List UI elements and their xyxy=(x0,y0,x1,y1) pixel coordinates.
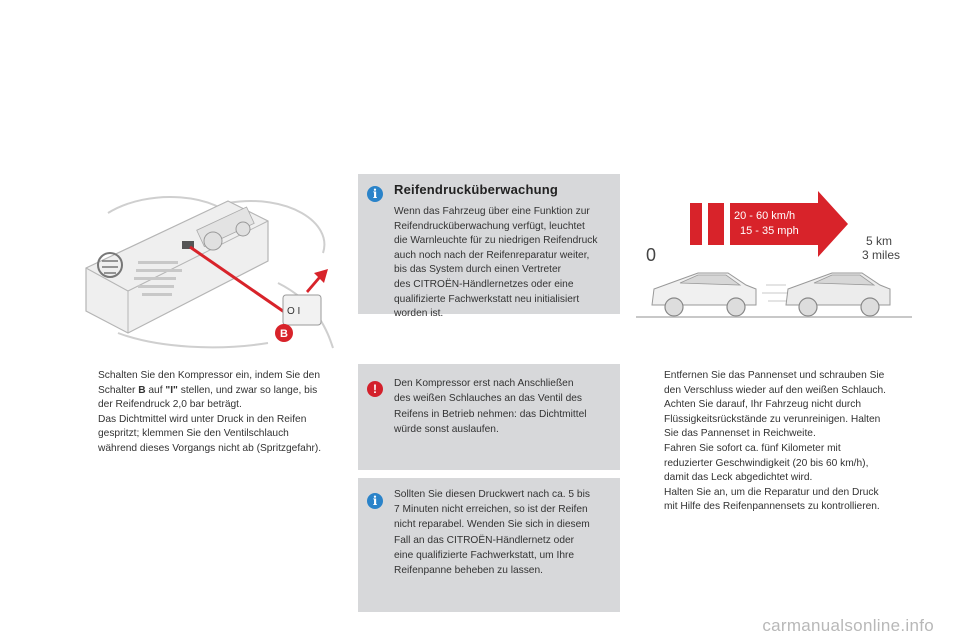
step-text: stellen, und zwar so lange, bis xyxy=(177,384,318,396)
list-item xyxy=(76,369,346,457)
step-line xyxy=(98,384,346,399)
step-text: auf xyxy=(145,384,166,396)
left-instruction xyxy=(76,369,346,457)
speed-mph: 15 - 35 mph xyxy=(740,225,799,237)
info-line: des CITROËN-Händlernetzes oder eine xyxy=(394,278,574,290)
car-icon xyxy=(652,273,756,316)
step-line: damit das Leck abgedichtet wird. xyxy=(664,472,813,484)
step-line: Sie das Pannenset in Reichweite. xyxy=(664,428,816,440)
distance-km: 5 km xyxy=(866,234,893,248)
step-line: Das Dichtmittel wird unter Druck in den Reifen xyxy=(98,413,307,425)
step-line: Achten Sie darauf, Ihr Fahrzeug nicht durch xyxy=(664,399,862,411)
start-zero: 0 xyxy=(646,245,657,265)
right-instructions xyxy=(642,369,922,515)
speed-kmh: 20 - 60 km/h xyxy=(734,210,796,222)
info-line: bis das System durch einen Vertreter xyxy=(394,264,562,276)
step-line: der Reifendruck 2,0 bar beträgt. xyxy=(98,399,242,411)
step-text: Schalter xyxy=(98,384,139,396)
car-icon xyxy=(786,273,890,316)
switch-b-ref: B xyxy=(138,384,146,396)
warning-icon: ! xyxy=(367,381,383,397)
note-line: nicht reparabel. Wenden Sie sich in diesem xyxy=(394,519,590,531)
list-item xyxy=(642,369,922,442)
note-box xyxy=(358,478,620,612)
label-b: B xyxy=(280,328,288,340)
step-line: Flüssigkeitsrückstände zu verunreinigen. Halten xyxy=(664,413,881,425)
warning-box-text xyxy=(394,376,616,438)
step-line: reduzierter Geschwindigkeit (20 bis 60 km/h), xyxy=(664,457,869,469)
warning-line: Den Kompressor erst nach Anschließen xyxy=(394,378,574,389)
list-item xyxy=(642,486,922,515)
info-line: auch noch nach der Reifenreparatur weiter, xyxy=(394,249,590,261)
info-line: worden ist. xyxy=(394,308,444,320)
step-line: gespritzt; klemmen Sie den Ventilschlauch xyxy=(98,428,289,440)
info-icon: i xyxy=(367,493,383,509)
note-line: Sollten Sie diesen Druckwert nach ca. 5 bis xyxy=(394,489,590,500)
info-line: qualifizierte Fachwerkstatt neu initialisiert xyxy=(394,293,580,305)
step-line: mit Hilfe des Reifenpannensets zu kontrollieren. xyxy=(664,501,880,513)
note-line: 7 Minuten nicht erreichen, so ist der Reifen xyxy=(394,504,588,516)
info-line: Reifendrucküberwachung verfügt, leuchtet xyxy=(394,220,585,232)
info-box-title: Reifendrucküberwachung xyxy=(394,182,559,197)
info-line: Wenn das Fahrzeug über eine Funktion zur xyxy=(394,206,590,217)
note-box-text xyxy=(394,487,616,578)
step-line: während dieses Vorgangs nicht ab (Spritzgefahr). xyxy=(98,442,322,454)
warning-box xyxy=(358,364,620,470)
note-line: Reifenpanne beheben zu lassen. xyxy=(394,565,543,577)
compressor-illustration xyxy=(78,183,338,353)
info-box-tpms xyxy=(358,174,620,320)
step-line: den Verschluss wieder auf den weißen Schlauch. xyxy=(664,384,886,396)
step-line: Schalten Sie den Kompressor ein, indem Sie den xyxy=(98,370,320,381)
driving-illustration xyxy=(636,185,912,325)
info-icon: i xyxy=(367,186,383,202)
switch-i-ref: "I" xyxy=(165,384,178,396)
left-step-list xyxy=(76,369,346,457)
step-line: Halten Sie an, um die Reparatur und den Druck xyxy=(664,486,879,498)
right-step-list xyxy=(642,369,922,515)
watermark: carmanualsonline.info xyxy=(762,616,934,635)
warning-line: Reifens in Betrieb nehmen: das Dichtmittel xyxy=(394,408,587,420)
switch-label: O I xyxy=(287,306,301,317)
distance-miles: 3 miles xyxy=(862,248,901,262)
note-line: eine qualifizierte Fachwerkstatt, um Ihre xyxy=(394,549,575,561)
warning-line: würde sonst auslaufen. xyxy=(394,424,499,436)
info-box-text xyxy=(394,205,616,322)
list-item xyxy=(642,442,922,486)
step-line: Fahren Sie sofort ca. fünf Kilometer mit xyxy=(664,442,841,454)
step-line: Entfernen Sie das Pannenset und schrauben Sie xyxy=(664,370,885,381)
note-line: Fall an das CITROËN-Händlernetz oder xyxy=(394,534,575,546)
info-line: die Warnleuchte für zu niedrigen Reifendruck xyxy=(394,235,598,247)
warning-line: des weißen Schlauches an das Ventil des xyxy=(394,393,583,405)
